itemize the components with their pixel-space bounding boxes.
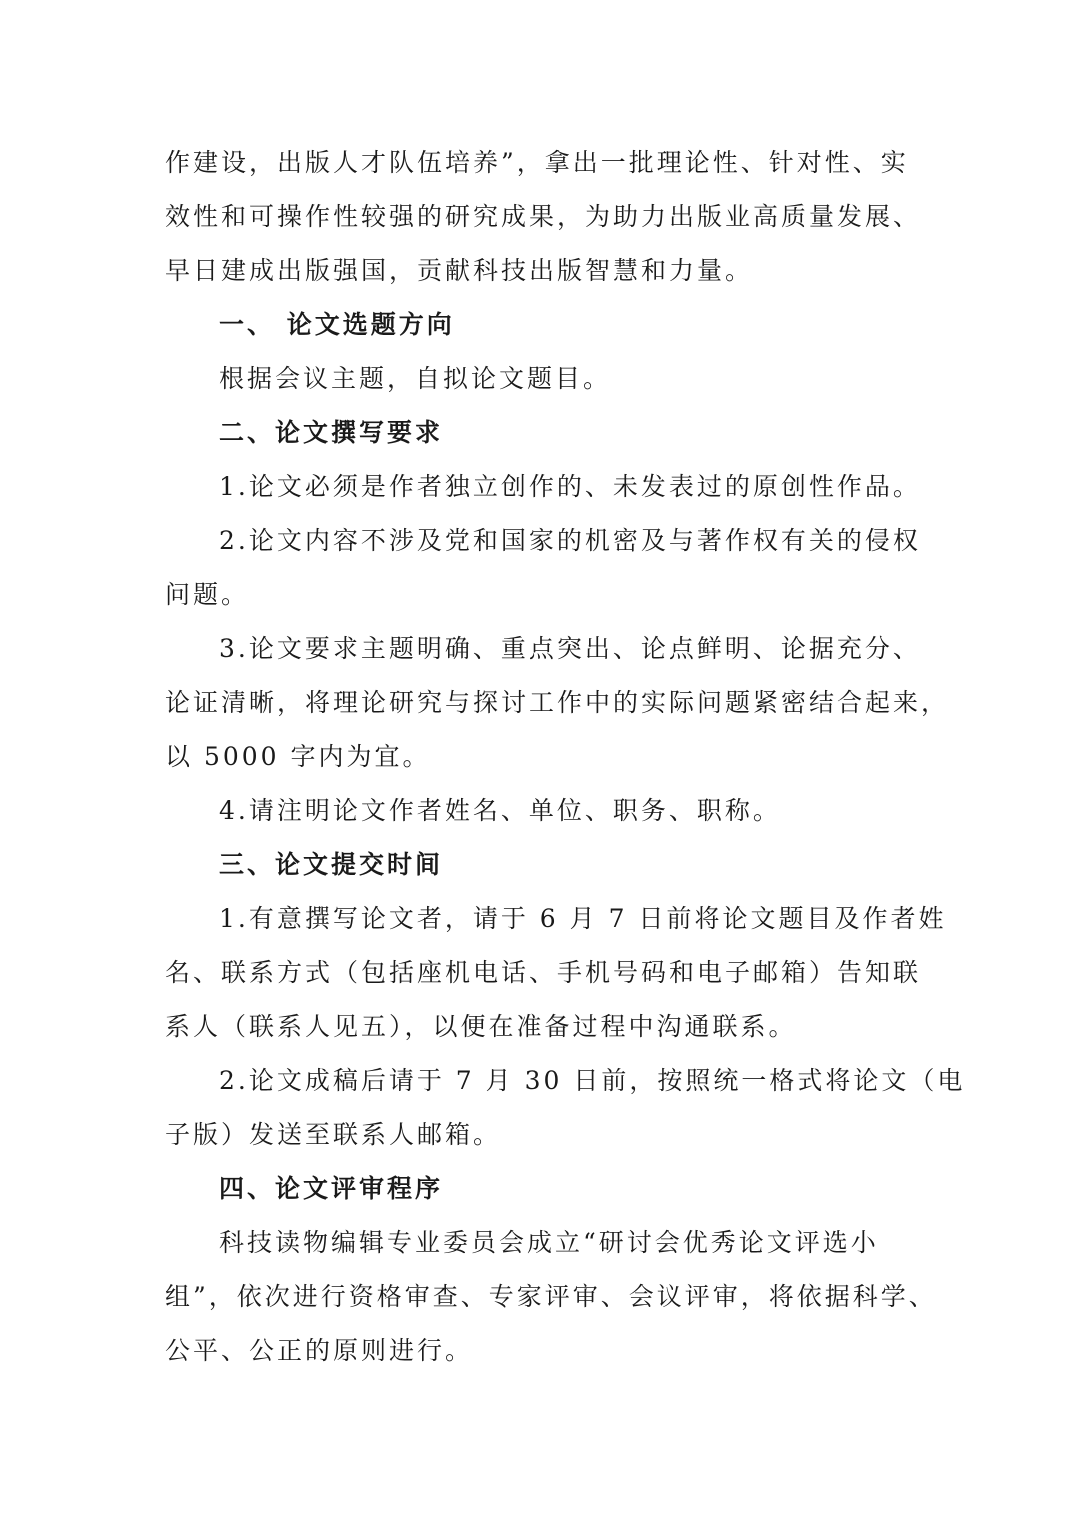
text-line: 论证清晰，将理论研究与探讨工作中的实际问题紧密结合起来， <box>165 688 950 717</box>
text-line: 效性和可操作性较强的研究成果，为助力出版业高质量发展、 <box>165 202 922 231</box>
text-line: 名、联系方式（包括座机电话、手机号码和电子邮箱）告知联 <box>165 958 922 987</box>
text-line: 2.论文成稿后请于 7 月 30 日前，按照统一格式将论文（电 <box>219 1066 966 1095</box>
paragraph-requirement-2 <box>165 514 925 622</box>
section-heading-3 <box>165 838 925 892</box>
text-line: 作建设，出版人才队伍培养”，拿出一批理论性、针对性、实 <box>165 148 909 177</box>
text-line: 3.论文要求主题明确、重点突出、论点鲜明、论据充分、 <box>219 634 921 663</box>
paragraph-section-1 <box>165 352 925 406</box>
heading-text: 三、论文提交时间 <box>219 850 444 879</box>
heading-text: 二、论文撰写要求 <box>219 418 444 447</box>
section-heading-4 <box>165 1162 925 1216</box>
section-heading-2 <box>165 406 925 460</box>
text-line: 组”，依次进行资格审查、专家评审、会议评审，将依据科学、 <box>165 1282 937 1311</box>
paragraph-review <box>165 1216 937 1378</box>
section-heading-1 <box>165 298 925 352</box>
text-line: 4.请注明论文作者姓名、单位、职务、职称。 <box>219 796 781 825</box>
paragraph-submission-1 <box>165 892 947 1054</box>
text-line: 问题。 <box>165 580 250 609</box>
heading-text: 一、 论文选题方向 <box>219 310 455 339</box>
text-line: 子版）发送至联系人邮箱。 <box>165 1120 502 1149</box>
text-line: 以 5000 字内为宜。 <box>165 742 431 771</box>
paragraph-submission-2 <box>165 1054 966 1162</box>
paragraph-requirement-1 <box>165 460 925 514</box>
text-line: 1.有意撰写论文者，请于 6 月 7 日前将论文题目及作者姓 <box>219 904 947 933</box>
paragraph-requirement-3 <box>165 622 950 784</box>
text-line: 公平、公正的原则进行。 <box>165 1336 474 1365</box>
text-line: 1.论文必须是作者独立创作的、未发表过的原创性作品。 <box>219 472 921 501</box>
text-line: 早日建成出版强国，贡献科技出版智慧和力量。 <box>165 256 754 285</box>
document-body <box>165 136 966 1378</box>
text-line: 根据会议主题，自拟论文题目。 <box>219 364 612 393</box>
text-line: 2.论文内容不涉及党和国家的机密及与著作权有关的侵权 <box>219 526 921 555</box>
text-line: 系人（联系人见五），以便在准备过程中沟通联系。 <box>165 1012 797 1041</box>
text-line: 科技读物编辑专业委员会成立“研讨会优秀论文评选小 <box>219 1228 879 1257</box>
paragraph-intro-continuation <box>165 136 925 298</box>
heading-text: 四、论文评审程序 <box>219 1174 444 1203</box>
paragraph-requirement-4 <box>165 784 925 838</box>
